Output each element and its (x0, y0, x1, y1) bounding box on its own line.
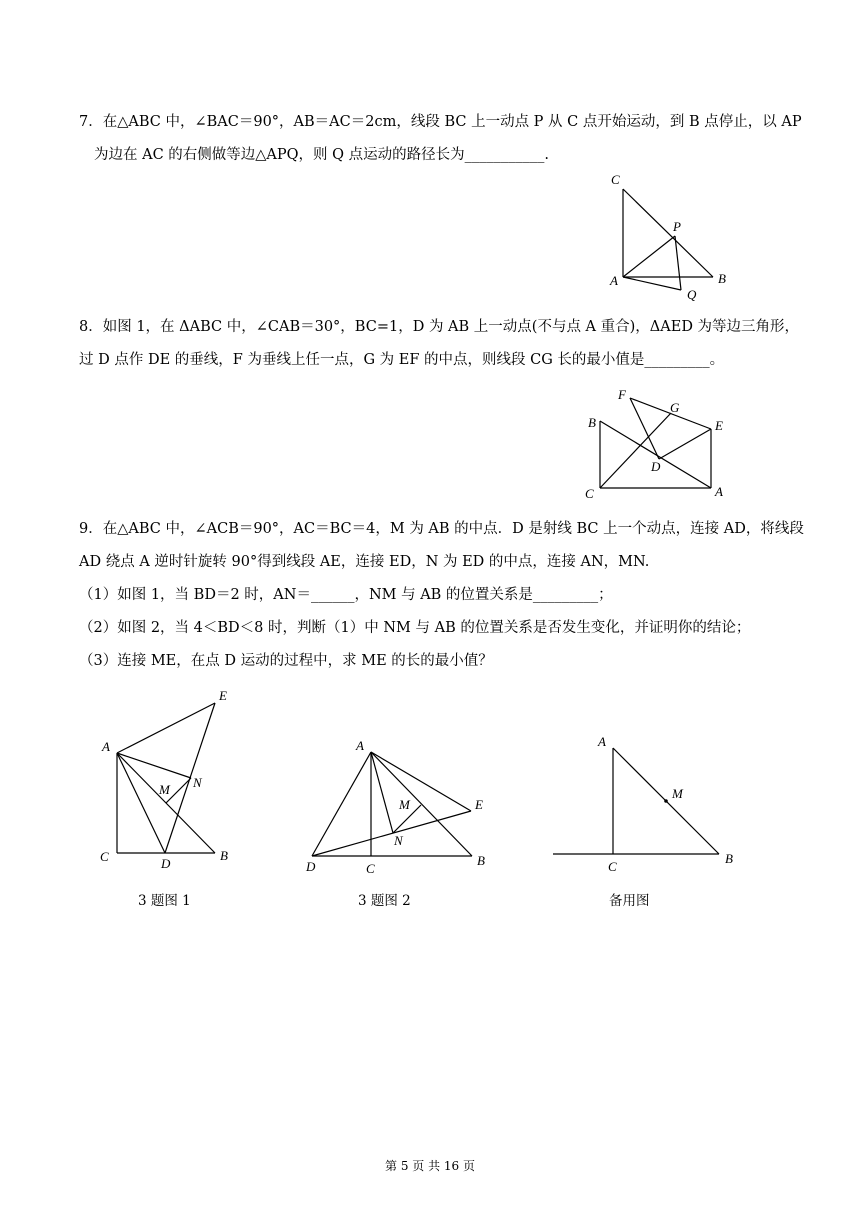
label-c: C (611, 172, 620, 187)
q9-part1: （1）如图 1，当 BD＝2 时，AN＝______，NM 与 AB 的位置关系是_________； (79, 587, 613, 603)
label-g: G (670, 400, 680, 415)
label-m: M (399, 797, 410, 812)
q7-line1: 7．在△ABC 中，∠BAC＝90°，AB＝AC＝2cm，线段 BC 上一动点 P 从 C 点开始运动，到 B 点停止，以 AP (79, 114, 802, 130)
q9-part3: （3）连接 ME，在点 D 运动的过程中，求 ME 的长的最小值？ (79, 653, 493, 669)
segment-de (312, 811, 471, 856)
segment-cb (623, 189, 713, 277)
label-m: M (159, 782, 170, 797)
segment-an (117, 753, 191, 778)
segment-ba (600, 421, 711, 488)
q9-figure-spare (545, 730, 745, 875)
label-p: P (673, 219, 681, 234)
segment-ab (371, 752, 472, 856)
label-e: E (715, 418, 723, 433)
label-f: F (618, 387, 626, 402)
label-a: A (102, 739, 110, 754)
label-a: A (598, 734, 606, 749)
label-a: A (610, 273, 618, 288)
label-d: D (651, 459, 661, 474)
q9-figure-1 (95, 685, 245, 875)
label-a: A (715, 484, 723, 499)
q8-figure (580, 383, 730, 501)
label-c: C (100, 849, 109, 864)
label-b: B (477, 853, 485, 868)
label-d: D (306, 859, 316, 874)
segment-aq (623, 277, 681, 290)
segment-ae (371, 752, 471, 811)
label-c: C (585, 486, 594, 501)
caption-figure-1: 3 题图 1 (138, 893, 191, 909)
segment-ad (312, 752, 371, 856)
label-b: B (588, 415, 596, 430)
segment-de (659, 429, 711, 459)
midpoint-m (664, 799, 668, 803)
caption-spare-figure: 备用图 (609, 893, 650, 909)
q9-part2: （2）如图 2，当 4＜BD＜8 时，判断（1）中 NM 与 AB 的位置关系是否发生变化，并证明你的结论； (79, 620, 751, 636)
label-b: B (725, 851, 733, 866)
label-q: Q (687, 287, 697, 302)
label-d: D (161, 856, 171, 871)
segment-cg (600, 413, 671, 488)
q8-line2: 过 D 点作 DE 的垂线，F 为垂线上任一点，G 为 EF 的中点，则线段 CG 长的最小值是_________。 (79, 352, 725, 368)
label-e: E (475, 797, 483, 812)
label-a: A (356, 738, 364, 753)
q8-line1: 8．如图 1，在 ΔABC 中，∠CAB＝30°，BC=1，D 为 AB 上一动点(不与点 A 重合)，ΔAED 为等边三角形， (79, 319, 800, 335)
label-c: C (608, 859, 617, 874)
label-b: B (220, 848, 228, 863)
q9-figure-2 (300, 730, 500, 880)
label-m: M (672, 786, 683, 801)
q7-figure (600, 170, 740, 310)
label-c: C (366, 861, 375, 876)
label-b: B (718, 271, 726, 286)
q9-line2: AD 绕点 A 逆时针旋转 90°得到线段 AE，连接 ED，N 为 ED 的中点，连接 AN，MN. (79, 554, 650, 570)
segment-ap (623, 236, 675, 277)
label-n: N (394, 833, 403, 848)
segment-ad (117, 753, 165, 853)
label-e: E (219, 688, 227, 703)
caption-figure-2: 3 题图 2 (358, 893, 411, 909)
q7-line2: 为边在 AC 的右侧做等边△APQ，则 Q 点运动的路径长为___________. (94, 147, 550, 163)
label-n: N (193, 775, 202, 790)
q9-line1: 9．在△ABC 中，∠ACB＝90°，AC＝BC＝4，M 为 AB 的中点．D 是射线 BC 上一个动点，连接 AD，将线段 (79, 521, 804, 537)
page-footer: 第 5 页 共 16 页 (385, 1159, 475, 1173)
